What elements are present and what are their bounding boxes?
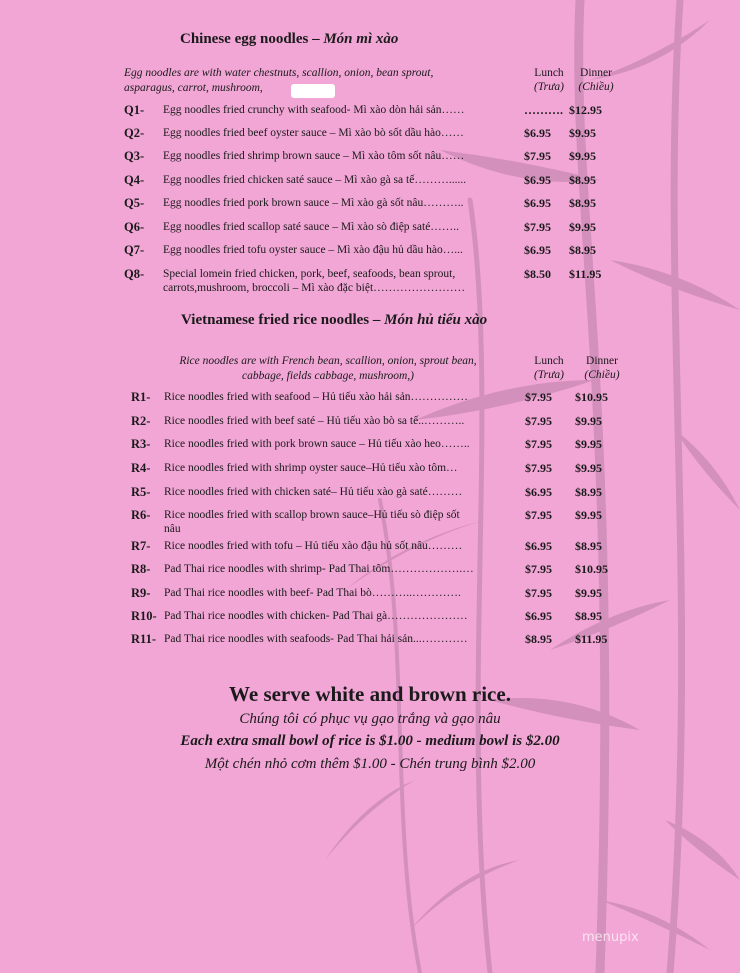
lunch-price: $6.95 <box>524 173 551 187</box>
redaction-box <box>291 84 335 98</box>
section-title-vn: Món mì xào <box>323 31 399 47</box>
menu-item-row <box>131 508 651 538</box>
dinner-price: $8.95 <box>569 196 596 210</box>
item-description: Egg noodles fried shrimp brown sauce – Mì xào tôm sốt nâu…… <box>163 150 465 162</box>
item-code: Q8- <box>124 267 145 281</box>
dinner-column-header <box>576 354 628 382</box>
menu-item-row <box>131 390 651 406</box>
item-code: R10- <box>131 609 157 623</box>
section-title-en: Chinese egg noodles <box>180 31 309 47</box>
item-code: R11- <box>131 632 156 646</box>
lunch-column-header <box>526 66 572 94</box>
note-line: asparagus, carrot, mushroom, <box>124 82 263 94</box>
note-line: cabbage, fields cabbage, mushroom,) <box>241 370 415 382</box>
item-code: R1- <box>131 390 151 404</box>
dinner-price: $8.95 <box>575 485 602 499</box>
dinner-price: $12.95 <box>569 103 602 117</box>
lunch-price: $6.95 <box>525 485 552 499</box>
rice-heading: We serve white and brown rice. <box>229 682 511 706</box>
menu-item-row <box>131 586 651 602</box>
dinner-price: $8.95 <box>569 173 596 187</box>
lunch-price: $6.95 <box>525 539 552 553</box>
lunch-price: $6.95 <box>525 609 552 623</box>
item-description: Egg noodles fried chicken saté sauce – Mì xào gà sa tế………...... <box>163 174 467 186</box>
item-description: Rice noodles fried with shrimp oyster sauce–Hủ tiếu xào tôm… <box>164 462 458 474</box>
note-line: Rice noodles are with French bean, scallion, onion, sprout bean, <box>179 355 477 367</box>
item-code: Q7- <box>124 243 145 257</box>
dinner-price: $9.95 <box>575 414 602 428</box>
item-description: Egg noodles fried crunchy with seafood- Mì xào dòn hải sản…… <box>163 104 465 116</box>
menu-item-row <box>131 562 651 578</box>
section-title-vn: Món hủ tiếu xào <box>384 312 488 328</box>
section-note <box>124 66 433 96</box>
dinner-price: $8.95 <box>575 539 602 553</box>
item-description: Pad Thai rice noodles with chicken- Pad Thai gà………………… <box>164 610 468 622</box>
menu-item-row <box>124 149 644 165</box>
item-code: Q4- <box>124 173 145 187</box>
menu-item-row <box>131 461 651 477</box>
lunch-price: $7.95 <box>524 220 551 234</box>
lunch-price: $6.95 <box>524 126 551 140</box>
section-title-en: Vietnamese fried rice noodles <box>181 312 370 328</box>
item-code: R7- <box>131 539 151 553</box>
menu-item-row <box>131 632 651 648</box>
item-description: Rice noodles fried with scallop brown sauce–Hủ tiếu sò điệp sốt <box>164 509 460 521</box>
lunch-price: ………. <box>524 103 563 117</box>
item-description: Egg noodles fried beef oyster sauce – Mì xào bò sốt dầu hào…… <box>163 127 464 139</box>
item-description: Special lomein fried chicken, pork, beef, seafoods, bean sprout, <box>163 268 456 280</box>
item-description: Egg noodles fried scallop saté sauce – Mì xào sò điệp saté…….. <box>163 221 460 233</box>
item-description-cont: nâu <box>164 523 181 535</box>
dinner-price: $9.95 <box>569 220 596 234</box>
note-line: Egg noodles are with water chestnuts, scallion, onion, bean sprout, <box>124 67 434 79</box>
item-description: Egg noodles fried pork brown sauce – Mì xào gà sốt nâu……….. <box>163 197 464 209</box>
dinner-label-vn: (Chiều) <box>578 81 614 93</box>
item-description: Rice noodles fried with chicken saté– Hủ tiếu xào gà saté……… <box>164 486 463 498</box>
dinner-price: $8.95 <box>569 243 596 257</box>
item-description: Pad Thai rice noodles with shrimp- Pad Thai tôm……………….… <box>164 563 474 575</box>
item-code: Q3- <box>124 149 145 163</box>
menu-item-row <box>131 539 651 555</box>
section-note <box>148 354 508 384</box>
dinner-price: $10.95 <box>575 390 608 404</box>
dinner-price: $9.95 <box>569 126 596 140</box>
menu-item-row <box>124 243 644 259</box>
menu-item-row <box>124 103 644 119</box>
dinner-label: Dinner <box>580 67 612 79</box>
menu-item-row <box>131 485 651 501</box>
dinner-price: $11.95 <box>575 632 608 646</box>
item-code: R2- <box>131 414 151 428</box>
item-code: R3- <box>131 437 151 451</box>
menu-item-row <box>124 220 644 236</box>
lunch-price: $8.95 <box>525 632 552 646</box>
lunch-price: $8.50 <box>524 267 551 281</box>
menu-item-row <box>124 267 644 297</box>
lunch-column-header <box>526 354 572 382</box>
item-code: Q1- <box>124 103 145 117</box>
section-title-egg-noodles: Chinese egg noodles – Món mì xào <box>180 31 399 47</box>
lunch-price: $7.95 <box>525 437 552 451</box>
dinner-label: Dinner <box>586 355 618 367</box>
lunch-price: $7.95 <box>525 461 552 475</box>
lunch-price: $6.95 <box>524 196 551 210</box>
dinner-price: $9.95 <box>575 461 602 475</box>
item-code: R8- <box>131 562 151 576</box>
menu-item-row <box>124 126 644 142</box>
item-code: Q5- <box>124 196 145 210</box>
dinner-price: $9.95 <box>575 437 602 451</box>
menu-item-row <box>124 173 644 189</box>
menu-item-row <box>131 609 651 625</box>
item-description: Pad Thai rice noodles with seafoods- Pad Thai hải sản...………… <box>164 633 468 645</box>
item-description: Rice noodles fried with pork brown sauce – Hủ tiếu xào heo…….. <box>164 438 470 450</box>
section-title-rice-noodles: Vietnamese fried rice noodles – Món hủ tiếu xào <box>181 312 488 328</box>
item-description-cont: carrots,mushroom, broccoli – Mì xào đặc biệt…………………… <box>163 282 466 294</box>
lunch-label: Lunch <box>534 67 564 79</box>
dinner-price: $9.95 <box>569 149 596 163</box>
item-description: Rice noodles fried with tofu – Hủ tiếu xào đậu hủ sốt nâu……… <box>164 540 463 552</box>
dinner-price: $10.95 <box>575 562 608 576</box>
item-code: R6- <box>131 508 151 522</box>
menu-item-row <box>131 437 651 453</box>
dinner-price: $9.95 <box>575 586 602 600</box>
item-code: Q6- <box>124 220 145 234</box>
item-code: R4- <box>131 461 151 475</box>
dinner-price: $9.95 <box>575 508 602 522</box>
item-description: Pad Thai rice noodles with beef- Pad Thai bò………..…………. <box>164 587 461 599</box>
watermark: menupix <box>582 930 639 945</box>
lunch-price: $7.95 <box>525 508 552 522</box>
lunch-label: Lunch <box>534 355 564 367</box>
extra-rice-note: Each extra small bowl of rice is $1.00 - medium bowl is $2.00 <box>180 733 560 749</box>
extra-rice-note-vn: Một chén nhỏ cơm thêm $1.00 - Chén trung bình $2.00 <box>204 756 536 772</box>
dinner-label-vn: (Chiều) <box>584 369 620 381</box>
menu-item-row <box>124 196 644 212</box>
dinner-price: $8.95 <box>575 609 602 623</box>
lunch-price: $7.95 <box>525 414 552 428</box>
lunch-label-vn: (Trưa) <box>534 81 564 93</box>
item-description: Egg noodles fried tofu oyster sauce – Mì xào đậu hủ dầu hào…... <box>163 244 463 256</box>
rice-heading-vn: Chúng tôi có phục vụ gạo trắng và gạo nâu <box>239 711 501 727</box>
dinner-column-header <box>570 66 622 94</box>
lunch-price: $7.95 <box>524 149 551 163</box>
item-description: Rice noodles fried with beef saté – Hủ tiếu xào bò sa tế..……….. <box>164 415 465 427</box>
item-code: R5- <box>131 485 151 499</box>
item-code: R9- <box>131 586 151 600</box>
dinner-price: $11.95 <box>569 267 602 281</box>
menu-item-row <box>131 414 651 430</box>
item-description: Rice noodles fried with seafood – Hủ tiếu xào hải sản…………… <box>164 391 469 403</box>
lunch-price: $6.95 <box>524 243 551 257</box>
lunch-label-vn: (Trưa) <box>534 369 564 381</box>
lunch-price: $7.95 <box>525 562 552 576</box>
item-code: Q2- <box>124 126 145 140</box>
lunch-price: $7.95 <box>525 390 552 404</box>
lunch-price: $7.95 <box>525 586 552 600</box>
